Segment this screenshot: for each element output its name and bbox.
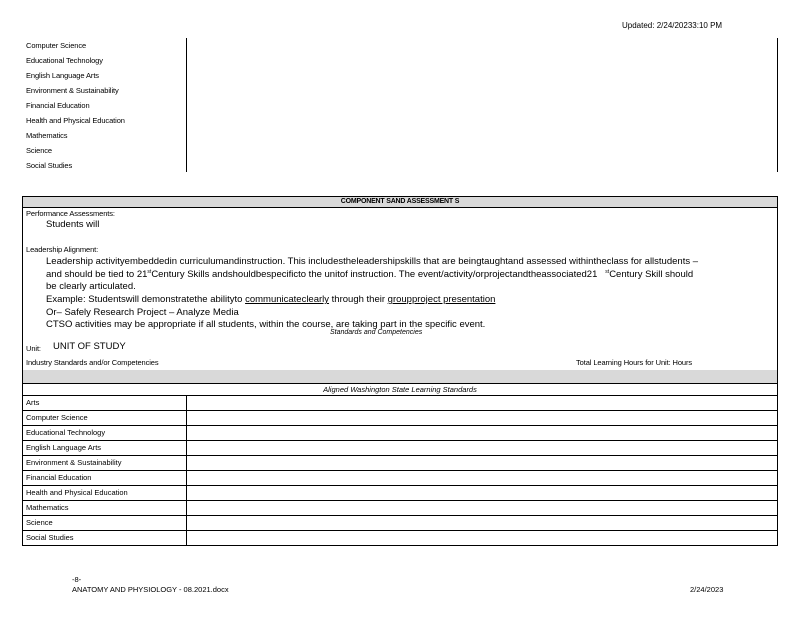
leadership-item (26, 256, 772, 293)
table-row (22, 411, 778, 426)
performance-label: Performance Assessments: (26, 209, 115, 218)
leadership-text-3: Century Skills andshouldbespecificto the unitof instruction. The event/activity/orprojectandtheassociated21 (151, 269, 598, 281)
subject-item: Health and Physical Education (26, 116, 125, 125)
subject-cell: English Language Arts (23, 441, 187, 455)
subject-item: Social Studies (26, 161, 73, 170)
subject-cell: Financial Education (23, 471, 187, 485)
ctso-text: CTSO activities may be appropriate if all students, within the course, are taking part in the specific event. (46, 319, 486, 331)
subject-item: Educational Technology (26, 56, 103, 65)
standards-row (26, 328, 772, 341)
subject-cell: Arts (23, 396, 187, 410)
total-hours-label: Total Learning Hours for Unit: Hours (576, 357, 693, 367)
section-body (26, 209, 772, 369)
subject-cell: Mathematics (23, 501, 187, 515)
standards-cell[interactable] (187, 531, 777, 545)
unit-row (26, 341, 772, 355)
standards-cell[interactable] (187, 441, 777, 455)
subject-item: Mathematics (26, 131, 68, 140)
page-number: -8- (72, 575, 82, 584)
aligned-standards-table (22, 383, 778, 546)
industry-row (26, 355, 772, 369)
section-header: COMPONENT SAND ASSESSMENT S (23, 196, 777, 208)
example-text: Example: Studentswill demonstratethe abilityto (46, 294, 246, 306)
example-text: through their (331, 294, 386, 306)
updated-timestamp: Updated: 2/24/20233:10 PM (622, 21, 723, 30)
table-row (22, 501, 778, 516)
or-item (26, 307, 772, 319)
leadership-text-1: Leadership activityembeddedin curriculumandinstruction. This includestheleadershipskills that are beingtaughtand assessed withintheclass for allstudents – (46, 255, 699, 267)
subject-cell: Social Studies (23, 531, 187, 545)
footer-left (72, 575, 229, 595)
leadership-text-4: Century Skill should (609, 269, 694, 281)
standards-cell[interactable] (187, 411, 777, 425)
table-row (22, 486, 778, 501)
unit-value: UNIT OF STUDY (53, 340, 126, 352)
subject-cell: Health and Physical Education (23, 486, 187, 500)
students-will-text: Students will (46, 219, 100, 230)
footer-date: 2/24/2023 (690, 585, 724, 594)
top-subject-list (26, 38, 125, 173)
subject-cell: Educational Technology (23, 426, 187, 440)
unit-label: Unit: (26, 343, 41, 353)
example-underlined: groupproject presentation (387, 294, 496, 306)
table-row (22, 426, 778, 441)
top-subject-block (22, 38, 778, 172)
leadership-text-5: be clearly articulated. (46, 280, 136, 292)
leadership-text-2: and should be tied to 21 (46, 269, 148, 281)
standards-cell[interactable] (187, 471, 777, 485)
table-row (22, 471, 778, 486)
table-row (22, 516, 778, 531)
subject-cell: Computer Science (23, 411, 187, 425)
subject-cell: Environment & Sustainability (23, 456, 187, 470)
standards-cell[interactable] (187, 456, 777, 470)
subject-item: Computer Science (26, 41, 87, 50)
subject-item: Financial Education (26, 101, 90, 110)
superscript-st: st (605, 269, 610, 275)
table-row (22, 396, 778, 411)
industry-label: Industry Standards and/or Competencies (26, 357, 159, 367)
components-assessments-section (22, 196, 778, 372)
subject-item: English Language Arts (26, 71, 99, 80)
standards-cell[interactable] (187, 501, 777, 515)
column-divider (186, 38, 187, 172)
standards-cell[interactable] (187, 396, 777, 410)
subject-item: Science (26, 146, 52, 155)
leadership-label: Leadership Alignment: (26, 244, 99, 254)
table-row (22, 441, 778, 456)
shaded-spacer-row (22, 370, 778, 384)
or-text: Or– Safely Research Project – Analyze Media (46, 306, 239, 318)
right-border (777, 38, 778, 172)
standards-cell[interactable] (187, 516, 777, 530)
table-row (22, 531, 778, 546)
standards-competencies-label: Standards and Competencies (330, 328, 423, 336)
document-filename: ANATOMY AND PHYSIOLOGY - 08.2021.docx (72, 585, 229, 594)
standards-cell[interactable] (187, 486, 777, 500)
standards-cell[interactable] (187, 426, 777, 440)
subject-item: Environment & Sustainability (26, 86, 119, 95)
students-will-item (26, 219, 772, 231)
example-item (26, 294, 772, 306)
table-header: Aligned Washington State Learning Standards (22, 383, 778, 396)
subject-cell: Science (23, 516, 187, 530)
superscript-st: st (147, 269, 152, 275)
example-underlined: communicateclearly (245, 294, 330, 306)
table-row (22, 456, 778, 471)
